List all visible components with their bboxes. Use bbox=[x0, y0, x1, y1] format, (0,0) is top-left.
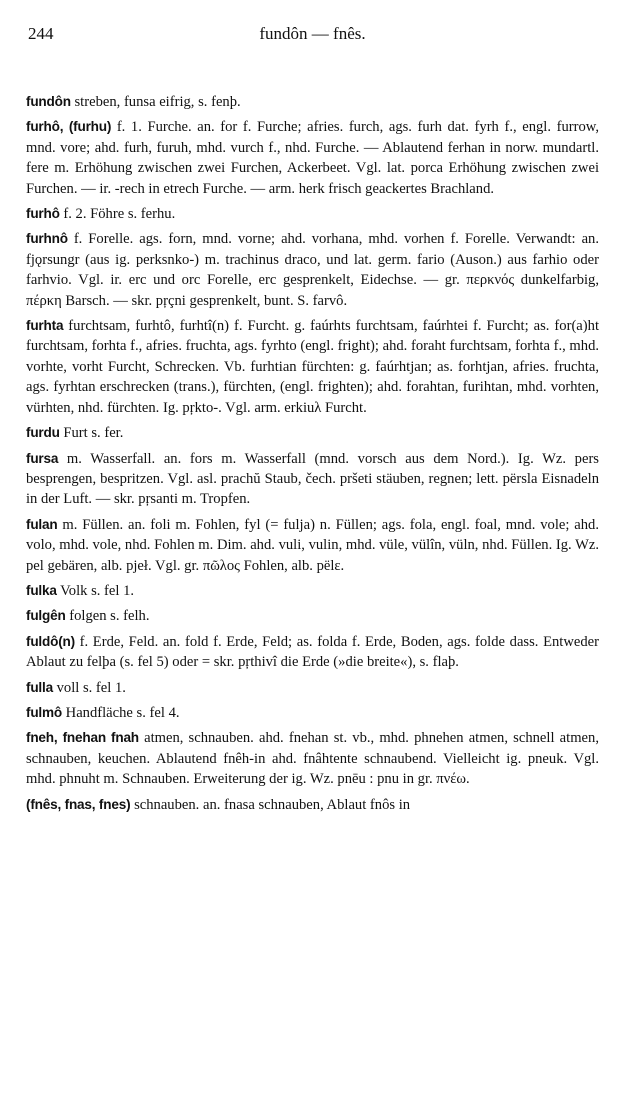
headword: furhnô bbox=[26, 231, 68, 247]
entry-text: f. Erde, Feld. an. fold f. Erde, Feld; as. folda f. Erde, Boden, ags. folde dass. Entweder Ablaut zu felþa (s. fel 5) oder = skr. pŗthivî die Erde (»die breite«), s. flaþ. bbox=[26, 633, 599, 671]
page-header bbox=[26, 24, 599, 54]
entry-fulka bbox=[26, 581, 599, 601]
entry-furhta bbox=[26, 316, 599, 418]
entry-furho-2 bbox=[26, 204, 599, 224]
headword: furhta bbox=[26, 318, 64, 334]
entry-text: f. 2. Föhre s. ferhu. bbox=[59, 206, 176, 223]
entry-list bbox=[26, 92, 599, 815]
running-head: fundôn — fnês. bbox=[259, 24, 366, 43]
entry-fundon bbox=[26, 92, 599, 112]
headword: furhô bbox=[26, 206, 60, 222]
headword: fuldô(n) bbox=[26, 633, 75, 649]
entry-fulan bbox=[26, 515, 599, 576]
headword: fulka bbox=[26, 582, 57, 598]
entry-fuldo bbox=[26, 632, 599, 673]
entry-fneh bbox=[26, 728, 599, 789]
headword: fulla bbox=[26, 679, 53, 695]
entry-text: m. Wasserfall. an. fors m. Wasserfall (mnd. vorsch aus dem Nord.). Ig. Wz. pers besprengen, bespritzen. Vgl. asl. prachŭ Staub, čech. pršeti stäuben, regnen; lett. përsla Eisnadeln in der Luft. — skr. pŗsanti m. Tropfen. bbox=[26, 450, 599, 508]
entry-fulgen bbox=[26, 606, 599, 626]
page-number: 244 bbox=[28, 24, 54, 43]
headword: fursa bbox=[26, 450, 59, 466]
entry-fursa bbox=[26, 449, 599, 510]
headword: fundôn bbox=[26, 94, 71, 109]
headword: furhô, (furhu) bbox=[26, 119, 112, 135]
headword: fulan bbox=[26, 516, 58, 532]
entry-furdu bbox=[26, 423, 599, 443]
entry-text: folgen s. felh. bbox=[65, 608, 150, 625]
entry-text: streben, funsa eifrig, s. fenþ. bbox=[70, 94, 241, 110]
entry-text: m. Füllen. an. foli m. Fohlen, fyl (= fulja) n. Füllen; ags. fola, engl. foal, mnd. vole; ahd. volo, mhd. vole, nhd. Fohlen m. Dim. ahd. vuli, vulin, mhd. vüle, vülîn, vüln, nhd. Füllen. Ig. Wz. pel gebären, alb. pjeł. Vgl. gr. πῶλος Fohlen, alb. pëlε. bbox=[26, 516, 599, 574]
entry-text: Furt s. fer. bbox=[59, 425, 124, 442]
entry-text: f. 1. Furche. an. for f. Furche; afries. furch, ags. furh dat. fyrh f., engl. furrow, mnd. vore; ahd. furh, furuh, mhd. vurch f., nhd. Furche. — Ablautend ferhan in norw. mundartl. fere m. Erhöhung zwischen zwei Furchen, Ackerbeet. Vgl. lat. porca Erhöhung zwischen zwei Furchen. — ir. -rech in etrech Furche. — arm. herk frisch geackertes Brachland. bbox=[26, 119, 599, 197]
entry-furhno bbox=[26, 229, 599, 311]
entry-text: furchtsam, furhtô, furhtî(n) f. Furcht. g. faúrhts furchtsam, faúrhtei f. Furcht; as. for(a)ht furchtsam, forhta f., afries. fruchta, ags. fyrhto (engl. fright); ahd. foraht furchtsam, forhta f., mhd. vorhte, vorht Furcht, Schrecken. Vb. furhtian fürchten: g. faúrhtjan; as. forhtjan, afries. fruchta, ags. fyrhtan erschrecken (trans.), fürchten, (engl. frighten); ahd. forahtan, furihtan, mhd. vorhten, vürhten, nhd. fürchten. Ig. pŗkto-. Vgl. arm. erkiuλ Furcht. bbox=[26, 318, 600, 416]
headword: furdu bbox=[26, 425, 60, 441]
entry-fulmo bbox=[26, 703, 599, 723]
entry-text: f. Forelle. ags. forn, mnd. vorne; ahd. vorhana, mhd. vorhen f. Forelle. Verwandt: an. fjǫrsungr (aus ig. perksnko-) m. trachinus draco, und lat. germ. fario (Auson.) aus farhio oder farhvio. Vgl. ir. erc und orc Forelle, erc gesprenkelt, Eidechse. — gr. περκνός dunkelfarbig, πέρκη Barsch. — skr. pŗçni gesprenkelt, bunt. S. farvô. bbox=[26, 231, 599, 309]
headword: fulmô bbox=[26, 704, 62, 720]
entry-fnes bbox=[26, 795, 599, 815]
entry-furho-1 bbox=[26, 117, 599, 199]
headword: fneh, fnehan fnah bbox=[26, 730, 139, 746]
entry-text: atmen, schnauben. ahd. fnehan st. vb., mhd. phnehen atmen, schnell atmen, schnauben, keuchen. Ablautend fnêh-in ahd. fnâhtente schnaubend. Vielleicht ig. pneuk. Vgl. mhd. phnuht m. Schnauben. Erweiterung der ig. Wz. pnēu : pnu in gr. πνέω. bbox=[26, 730, 599, 788]
entry-text: Volk s. fel 1. bbox=[56, 582, 135, 599]
entry-text: voll s. fel 1. bbox=[52, 679, 126, 696]
entry-text: schnauben. an. fnasa schnauben, Ablaut fnôs in bbox=[130, 796, 411, 813]
headword: (fnês, fnas, fnes) bbox=[26, 796, 131, 812]
headword: fulgên bbox=[26, 608, 66, 624]
entry-text: Handfläche s. fel 4. bbox=[62, 704, 180, 721]
entry-fulla bbox=[26, 678, 599, 698]
